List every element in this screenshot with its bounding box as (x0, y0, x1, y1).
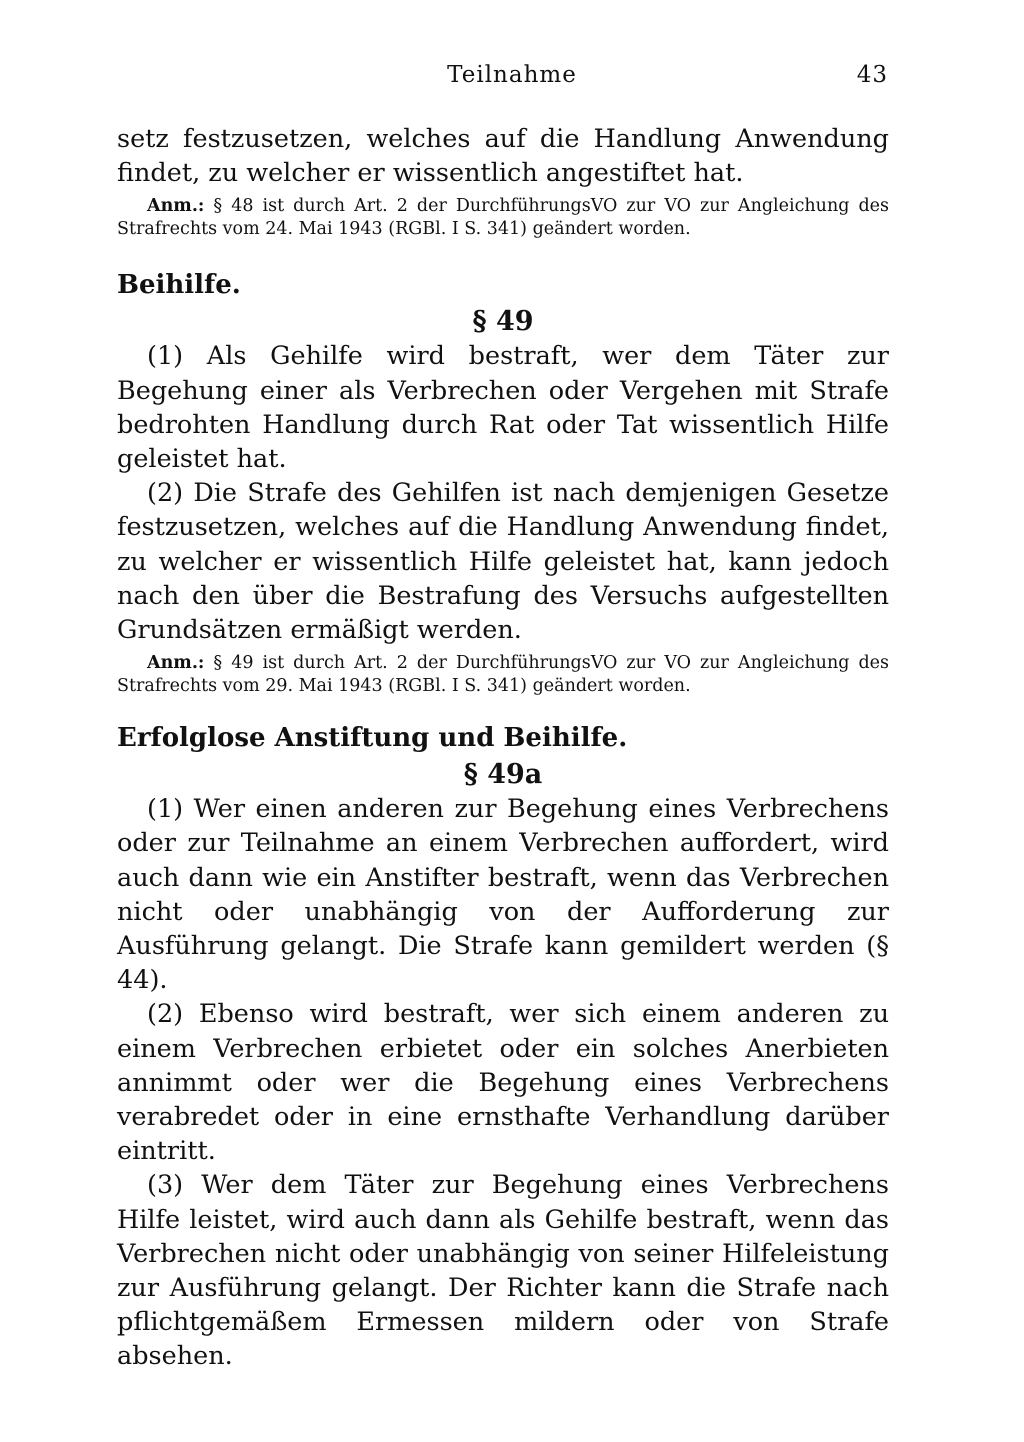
paragraph-49-2: (2) Die Strafe des Gehilfen ist nach demjenigen Gesetze festzusetzen, welches auf die Handlung Anwendung findet, zu welcher er wissentlich Hilfe geleistet hat, kann jedoch nach den über die Bestrafung des Versuchs aufgestellten Grundsätzen ermäßigt werden. (117, 478, 889, 646)
annotation-text: § 48 ist durch Art. 2 der DurchführungsVO zur VO zur Angleichung des Strafrechts vom 24. Mai 1943 (RGBl. I S. 341) geändert worden. (117, 196, 889, 239)
annotation-label: Anm.: (147, 196, 205, 217)
paragraph-49a-2: (2) Ebenso wird bestraft, wer sich einem anderen zu einem Verbrechen erbietet oder ein solches Anerbieten annimmt oder wer die Begehung eines Verbrechens verabredet oder in eine ernsthafte Verhandlung darüber eintritt. (117, 999, 889, 1167)
page-number: 43 (856, 62, 888, 88)
section-49a: § 49a (463, 759, 543, 791)
annotation-49 (117, 652, 889, 697)
heading-beihilfe: Beihilfe. (117, 270, 241, 301)
paragraph-49-1: (1) Als Gehilfe wird bestraft, wer dem Täter zur Begehung einer als Verbrechen oder Vergehen mit Strafe bedrohten Handlung durch Rat oder Tat wissentlich Hilfe geleistet hat. (117, 341, 889, 475)
running-title: Teilnahme (447, 62, 577, 88)
heading-erfolglose: Erfolglose Anstiftung und Beihilfe. (117, 723, 628, 754)
running-header (0, 62, 1024, 96)
section-49: § 49 (472, 306, 534, 338)
continued-paragraph: setz festzusetzen, welches auf die Handlung Anwendung findet, zu welcher er wissentlich angestiftet hat. (117, 124, 889, 189)
paragraph-49a-3: (3) Wer dem Täter zur Begehung eines Verbrechens Hilfe leistet, wird auch dann als Gehilfe bestraft, wenn das Verbrechen nicht oder unabhängig von seiner Hilfeleistung zur Ausführung gelangt. Der Richter kann die Strafe nach pflichtgemäßem Ermessen mildern oder von Strafe absehen. (117, 1170, 889, 1372)
annotation-text: § 49 ist durch Art. 2 der DurchführungsVO zur VO zur Angleichung des Strafrechts vom 29. Mai 1943 (RGBl. I S. 341) geändert worden. (117, 653, 889, 696)
page-body (117, 122, 889, 1374)
annotation-48 (117, 195, 889, 240)
paragraph-49a-1: (1) Wer einen anderen zur Begehung eines Verbrechens oder zur Teilnahme an einem Verbrechen auffordert, wird auch dann wie ein Anstifter bestraft, wenn das Verbrechen nicht oder unabhängig von der Aufforderung zur Ausführung gelangt. Die Strafe kann gemildert werden (§ 44). (117, 794, 889, 996)
annotation-label: Anm.: (147, 653, 205, 674)
